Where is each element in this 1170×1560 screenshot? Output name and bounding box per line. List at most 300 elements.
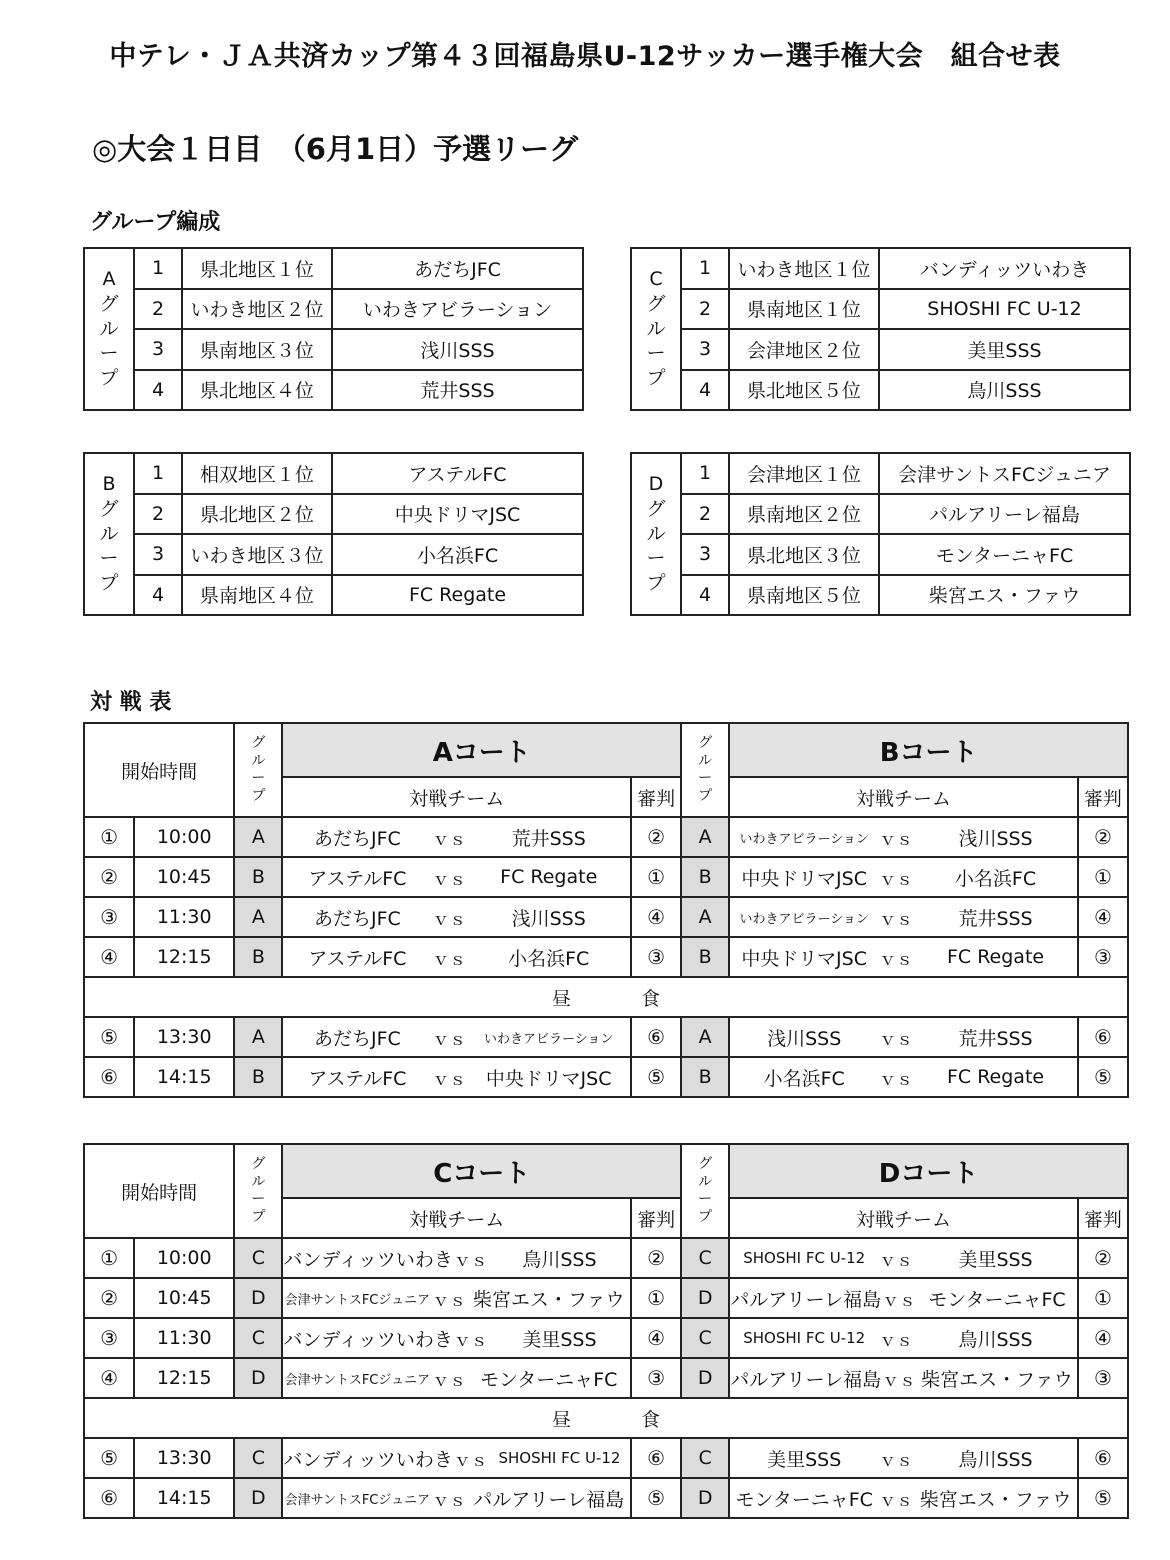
start-time: 14:15	[134, 1057, 234, 1097]
match-teams	[282, 1238, 631, 1278]
court-title: Bコート	[729, 723, 1128, 777]
group-row	[84, 534, 583, 575]
match-teams	[729, 1358, 1078, 1398]
group-letter: D	[234, 1478, 282, 1518]
match-number: ①	[84, 817, 134, 857]
vs-label: ｖｓ	[879, 949, 914, 970]
teams-header: 対戦チーム	[282, 777, 631, 817]
away-team: 荒井SSS	[958, 1027, 1033, 1050]
group-header-char: プ	[251, 787, 266, 804]
vs-label: ｖｓ	[882, 1290, 917, 1311]
vs-label: ｖｓ	[453, 1250, 488, 1271]
home-team: 会津サントスFCジュニア	[284, 1372, 431, 1388]
referee-number: ⑤	[1078, 1057, 1128, 1097]
away-team: 小名浜FC	[508, 947, 590, 970]
referee-number: ③	[631, 937, 681, 977]
referee-header: 審判	[1078, 1198, 1128, 1238]
teams-header: 対戦チーム	[282, 1198, 631, 1238]
group-label-char: プ	[99, 367, 119, 390]
group-team-name: SHOSHI FC U-12	[879, 289, 1130, 330]
group-letter: D	[681, 1278, 729, 1318]
teams-header: 対戦チーム	[729, 777, 1078, 817]
schedule-table	[83, 1143, 1129, 1519]
referee-number: ⑥	[631, 1438, 681, 1478]
match-row	[84, 1057, 1128, 1097]
group-column-header	[681, 723, 729, 817]
match-teams	[282, 1318, 631, 1358]
group-team-name: FC Regate	[332, 575, 583, 616]
match-row	[84, 857, 1128, 897]
home-team: 美里SSS	[767, 1448, 842, 1471]
match-number: ③	[84, 897, 134, 937]
group-label	[84, 248, 134, 410]
lunch-char: 食	[641, 1408, 661, 1431]
start-time: 12:15	[134, 937, 234, 977]
match-teams	[282, 1057, 631, 1097]
referee-number: ④	[1078, 897, 1128, 937]
group-table	[630, 247, 1131, 411]
match-number: ⑤	[84, 1017, 134, 1057]
vs-label: ｖｓ	[432, 1290, 467, 1311]
group-header-char: プ	[698, 787, 713, 804]
home-team: バンディッツいわき	[283, 1448, 453, 1471]
home-team: 会津サントスFCジュニア	[284, 1492, 431, 1508]
match-row	[730, 818, 1077, 856]
match-number: ①	[84, 1238, 134, 1278]
group-label-char: B	[102, 473, 116, 496]
home-team: パルアリーレ福島	[730, 1288, 882, 1311]
group-seed-number: 2	[134, 289, 182, 330]
group-letter: C	[681, 1438, 729, 1478]
match-teams	[282, 857, 631, 897]
away-team: FC Regate	[500, 866, 598, 888]
match-row	[283, 1439, 630, 1477]
referee-number: ④	[631, 1318, 681, 1358]
group-seed-number: 2	[681, 494, 729, 535]
court-title: Cコート	[282, 1144, 681, 1198]
group-team-name: 小名浜FC	[332, 534, 583, 575]
match-row	[730, 1319, 1077, 1357]
vs-label: ｖｓ	[432, 1029, 467, 1050]
vs-label: ｖｓ	[879, 829, 914, 850]
group-header-char: プ	[698, 1208, 713, 1225]
group-seed-rank: 会津地区２位	[729, 329, 879, 370]
group-seed-rank: いわき地区２位	[182, 289, 332, 330]
group-team-name: 中央ドリマJSC	[332, 494, 583, 535]
match-row	[283, 1018, 630, 1056]
court-title: Aコート	[282, 723, 681, 777]
start-time-header: 開始時間	[84, 1144, 234, 1238]
group-header-char: グ	[251, 1156, 266, 1172]
group-header-char: グ	[698, 1156, 713, 1172]
referee-number: ②	[1078, 817, 1128, 857]
group-seed-rank: 会津地区１位	[729, 453, 879, 494]
group-label-char: A	[102, 268, 116, 291]
referee-number: ③	[1078, 1358, 1128, 1398]
match-row	[283, 1479, 630, 1517]
group-seed-number: 3	[134, 329, 182, 370]
referee-number: ④	[631, 897, 681, 937]
referee-header: 審判	[631, 1198, 681, 1238]
match-number: ⑤	[84, 1438, 134, 1478]
group-header-char: グ	[251, 735, 266, 751]
group-table	[83, 452, 584, 616]
group-letter: D	[234, 1278, 282, 1318]
home-team: アステルFC	[308, 1067, 407, 1090]
away-team: 柴宮エス・ファウ	[472, 1288, 625, 1311]
group-seed-number: 4	[681, 575, 729, 616]
away-team: 小名浜FC	[954, 867, 1037, 890]
day-subtitle: ◎大会１日目 （6月1日）予選リーグ	[92, 132, 579, 166]
vs-label: ｖｓ	[432, 1069, 467, 1090]
group-header-char: ル	[251, 752, 266, 769]
match-teams	[729, 1017, 1078, 1057]
referee-number: ②	[631, 1238, 681, 1278]
group-label-char: プ	[99, 572, 119, 595]
lunch-char: 食	[641, 987, 661, 1010]
group-letter: D	[681, 1478, 729, 1518]
group-row	[631, 575, 1130, 616]
group-letter: C	[681, 1238, 729, 1278]
home-team: 小名浜FC	[763, 1067, 845, 1090]
match-row	[84, 1358, 1128, 1398]
match-row	[730, 1359, 1077, 1397]
group-letter: B	[234, 857, 282, 897]
away-team: FC Regate	[946, 946, 1045, 968]
group-label	[631, 248, 681, 410]
away-team: 鳥川SSS	[958, 1448, 1033, 1471]
group-seed-number: 4	[134, 370, 182, 411]
match-row	[84, 1017, 1128, 1057]
group-team-name: 柴宮エス・ファウ	[879, 575, 1130, 616]
group-seed-rank: 県南地区５位	[729, 575, 879, 616]
start-time: 10:00	[134, 817, 234, 857]
header-row	[84, 1144, 1128, 1198]
match-row	[84, 897, 1128, 937]
referee-header: 審判	[631, 777, 681, 817]
match-row	[84, 1278, 1128, 1318]
start-time: 14:15	[134, 1478, 234, 1518]
group-seed-number: 1	[681, 453, 729, 494]
group-header-char: ー	[251, 1191, 266, 1207]
header-row	[84, 723, 1128, 777]
home-team: あだちJFC	[313, 1027, 401, 1050]
group-table	[630, 452, 1131, 616]
referee-number: ①	[631, 1278, 681, 1318]
home-team: いわきアビラーション	[739, 831, 869, 847]
match-teams	[282, 817, 631, 857]
start-time: 11:30	[134, 897, 234, 937]
home-team: パルアリーレ福島	[730, 1368, 882, 1391]
away-team: 柴宮エス・ファウ	[921, 1368, 1073, 1391]
group-column-header	[234, 723, 282, 817]
referee-number: ⑥	[1078, 1438, 1128, 1478]
group-letter: C	[681, 1318, 729, 1358]
lunch-char: 昼	[551, 1408, 571, 1431]
group-label-char: ー	[646, 342, 666, 365]
group-team-name: 浅川SSS	[332, 329, 583, 370]
lunch-char: 昼	[551, 987, 571, 1010]
group-letter: B	[681, 1057, 729, 1097]
match-row	[84, 817, 1128, 857]
group-table	[83, 247, 584, 411]
away-team: 鳥川SSS	[958, 1328, 1033, 1351]
group-seed-rank: 県南地区２位	[729, 494, 879, 535]
match-teams	[729, 1278, 1078, 1318]
away-team: 中央ドリマJSC	[485, 1067, 612, 1090]
match-row	[283, 858, 630, 896]
away-team: モンターニャFC	[928, 1288, 1066, 1311]
group-label-char: ー	[99, 342, 119, 365]
home-team: 浅川SSS	[767, 1027, 842, 1050]
match-row	[84, 1478, 1128, 1518]
group-letter: B	[681, 857, 729, 897]
vs-label: ｖｓ	[432, 869, 467, 890]
vs-label: ｖｓ	[882, 1370, 917, 1391]
away-team: モンターニャFC	[479, 1368, 618, 1391]
match-teams	[282, 1358, 631, 1398]
group-row	[84, 575, 583, 616]
home-team: バンディッツいわき	[283, 1248, 453, 1271]
home-team: あだちJFC	[313, 827, 401, 850]
group-label	[631, 453, 681, 615]
start-time: 11:30	[134, 1318, 234, 1358]
group-seed-number: 3	[134, 534, 182, 575]
group-row	[631, 494, 1130, 535]
match-teams	[729, 937, 1078, 977]
match-row	[730, 1439, 1077, 1477]
schedule-table	[83, 722, 1129, 1098]
away-team: 美里SSS	[958, 1248, 1033, 1271]
group-seed-number: 2	[681, 289, 729, 330]
start-time: 13:30	[134, 1438, 234, 1478]
group-letter: C	[234, 1318, 282, 1358]
group-seed-rank: 県南地区１位	[729, 289, 879, 330]
group-seed-rank: 相双地区１位	[182, 453, 332, 494]
home-team: SHOSHI FC U-12	[743, 1329, 866, 1347]
match-number: ③	[84, 1318, 134, 1358]
group-label-char: プ	[646, 572, 666, 595]
group-header-char: ル	[698, 1173, 713, 1190]
match-teams	[282, 1017, 631, 1057]
match-teams	[729, 1438, 1078, 1478]
away-team: パルアリーレ福島	[473, 1488, 625, 1511]
lunch-row	[84, 1398, 1128, 1438]
match-row	[730, 1058, 1077, 1096]
match-row	[730, 898, 1077, 936]
group-seed-rank: 県北地区３位	[729, 534, 879, 575]
match-teams	[729, 897, 1078, 937]
vs-label: ｖｓ	[879, 1490, 914, 1511]
group-seed-number: 2	[134, 494, 182, 535]
match-row	[730, 938, 1077, 976]
match-teams	[729, 1238, 1078, 1278]
group-team-name: バンディッツいわき	[879, 248, 1130, 289]
group-label-char: プ	[646, 367, 666, 390]
match-row	[84, 1318, 1128, 1358]
home-team: バンディッツいわき	[283, 1328, 453, 1351]
lunch-break	[84, 1398, 1128, 1438]
referee-number: ③	[631, 1358, 681, 1398]
group-label-char: ー	[99, 547, 119, 570]
group-label-char: C	[649, 268, 663, 291]
vs-label: ｖｓ	[879, 869, 914, 890]
group-letter: A	[681, 1017, 729, 1057]
schedule-heading: 対 戦 表	[90, 690, 172, 715]
vs-label: ｖｓ	[879, 909, 914, 930]
match-number: ④	[84, 1358, 134, 1398]
group-seed-number: 1	[134, 453, 182, 494]
referee-number: ①	[631, 857, 681, 897]
group-row	[631, 289, 1130, 330]
referee-number: ②	[631, 817, 681, 857]
group-column-header	[681, 1144, 729, 1238]
away-team: 浅川SSS	[958, 827, 1033, 850]
group-seed-rank: 県北地区１位	[182, 248, 332, 289]
lunch-break	[84, 977, 1128, 1017]
court-title: Dコート	[729, 1144, 1128, 1198]
group-seed-number: 3	[681, 329, 729, 370]
group-seed-number: 1	[134, 248, 182, 289]
start-time-header: 開始時間	[84, 723, 234, 817]
match-number: ④	[84, 937, 134, 977]
home-team: モンターニャFC	[735, 1488, 873, 1511]
group-letter: A	[681, 817, 729, 857]
vs-label: ｖｓ	[879, 1250, 914, 1271]
home-team: 会津サントスFCジュニア	[284, 1292, 431, 1308]
match-row	[84, 1438, 1128, 1478]
group-letter: A	[681, 897, 729, 937]
group-letter: A	[234, 1017, 282, 1057]
group-letter: A	[234, 897, 282, 937]
start-time: 10:45	[134, 1278, 234, 1318]
away-team: 鳥川SSS	[522, 1248, 597, 1271]
group-letter: D	[681, 1358, 729, 1398]
match-row	[84, 1238, 1128, 1278]
lunch-row	[84, 977, 1128, 1017]
referee-number: ⑤	[1078, 1478, 1128, 1518]
group-seed-rank: 県北地区２位	[182, 494, 332, 535]
vs-label: ｖｓ	[453, 1450, 488, 1471]
referee-number: ④	[1078, 1318, 1128, 1358]
group-label-char: グ	[646, 292, 666, 315]
group-seed-number: 4	[681, 370, 729, 411]
group-team-name: 会津サントスFCジュニア	[879, 453, 1130, 494]
start-time: 13:30	[134, 1017, 234, 1057]
group-row	[84, 248, 583, 289]
vs-label: ｖｓ	[879, 1330, 914, 1351]
match-number: ⑥	[84, 1478, 134, 1518]
group-header-char: ル	[698, 752, 713, 769]
match-number: ⑥	[84, 1057, 134, 1097]
match-row	[283, 1239, 630, 1277]
match-teams	[282, 1438, 631, 1478]
group-header-char: プ	[251, 1208, 266, 1225]
away-team: SHOSHI FC U-12	[498, 1449, 621, 1467]
group-team-name: パルアリーレ福島	[879, 494, 1130, 535]
vs-label: ｖｓ	[432, 1370, 467, 1391]
group-label-char: グ	[99, 497, 119, 520]
group-row	[84, 453, 583, 494]
referee-number: ⑤	[631, 1478, 681, 1518]
match-teams	[729, 1478, 1078, 1518]
match-row	[283, 1319, 630, 1357]
group-row	[84, 494, 583, 535]
match-row	[283, 938, 630, 976]
group-row	[631, 534, 1130, 575]
vs-label: ｖｓ	[879, 1069, 914, 1090]
group-label-char: D	[648, 473, 664, 496]
referee-number: ⑥	[1078, 1017, 1128, 1057]
group-letter: A	[234, 817, 282, 857]
referee-number: ①	[1078, 857, 1128, 897]
match-row	[283, 1279, 630, 1317]
group-row	[631, 453, 1130, 494]
vs-label: ｖｓ	[432, 949, 467, 970]
group-column-header	[234, 1144, 282, 1238]
group-seed-rank: 県北地区５位	[729, 370, 879, 411]
group-header-char: ー	[698, 1191, 713, 1207]
group-letter: B	[681, 937, 729, 977]
home-team: 中央ドリマJSC	[741, 947, 867, 970]
referee-number: ⑤	[631, 1057, 681, 1097]
group-team-name: アステルFC	[332, 453, 583, 494]
away-team: 荒井SSS	[511, 827, 586, 850]
group-seed-rank: いわき地区１位	[729, 248, 879, 289]
match-row	[730, 1479, 1077, 1517]
match-row	[730, 1239, 1077, 1277]
away-team: 美里SSS	[522, 1328, 597, 1351]
group-letter: B	[234, 937, 282, 977]
away-team: 浅川SSS	[511, 907, 586, 930]
group-label-char: ル	[646, 317, 666, 340]
vs-label: ｖｓ	[432, 829, 467, 850]
group-row	[84, 370, 583, 411]
referee-header: 審判	[1078, 777, 1128, 817]
group-letter: C	[234, 1438, 282, 1478]
vs-label: ｖｓ	[879, 1029, 914, 1050]
group-row	[631, 329, 1130, 370]
away-team: 柴宮エス・ファウ	[919, 1488, 1072, 1511]
match-row	[283, 898, 630, 936]
teams-header: 対戦チーム	[729, 1198, 1078, 1238]
vs-label: ｖｓ	[432, 1490, 467, 1511]
home-team: いわきアビラーション	[739, 911, 869, 927]
group-label	[84, 453, 134, 615]
group-label-char: ル	[99, 522, 119, 545]
group-seed-rank: 県南地区４位	[182, 575, 332, 616]
group-header-char: ー	[251, 770, 266, 786]
group-seed-rank: 県南地区３位	[182, 329, 332, 370]
vs-label: ｖｓ	[879, 1450, 914, 1471]
match-number: ②	[84, 1278, 134, 1318]
match-teams	[729, 857, 1078, 897]
referee-number: ②	[1078, 1238, 1128, 1278]
group-letter: C	[234, 1238, 282, 1278]
group-row	[631, 248, 1130, 289]
referee-number: ③	[1078, 937, 1128, 977]
group-team-name: あだちJFC	[332, 248, 583, 289]
home-team: SHOSHI FC U-12	[743, 1249, 866, 1267]
home-team: あだちJFC	[313, 907, 401, 930]
group-row	[631, 370, 1130, 411]
match-row	[730, 858, 1077, 896]
group-team-name: 荒井SSS	[332, 370, 583, 411]
group-team-name: 鳥川SSS	[879, 370, 1130, 411]
referee-number: ⑥	[631, 1017, 681, 1057]
match-number: ②	[84, 857, 134, 897]
match-row	[84, 937, 1128, 977]
